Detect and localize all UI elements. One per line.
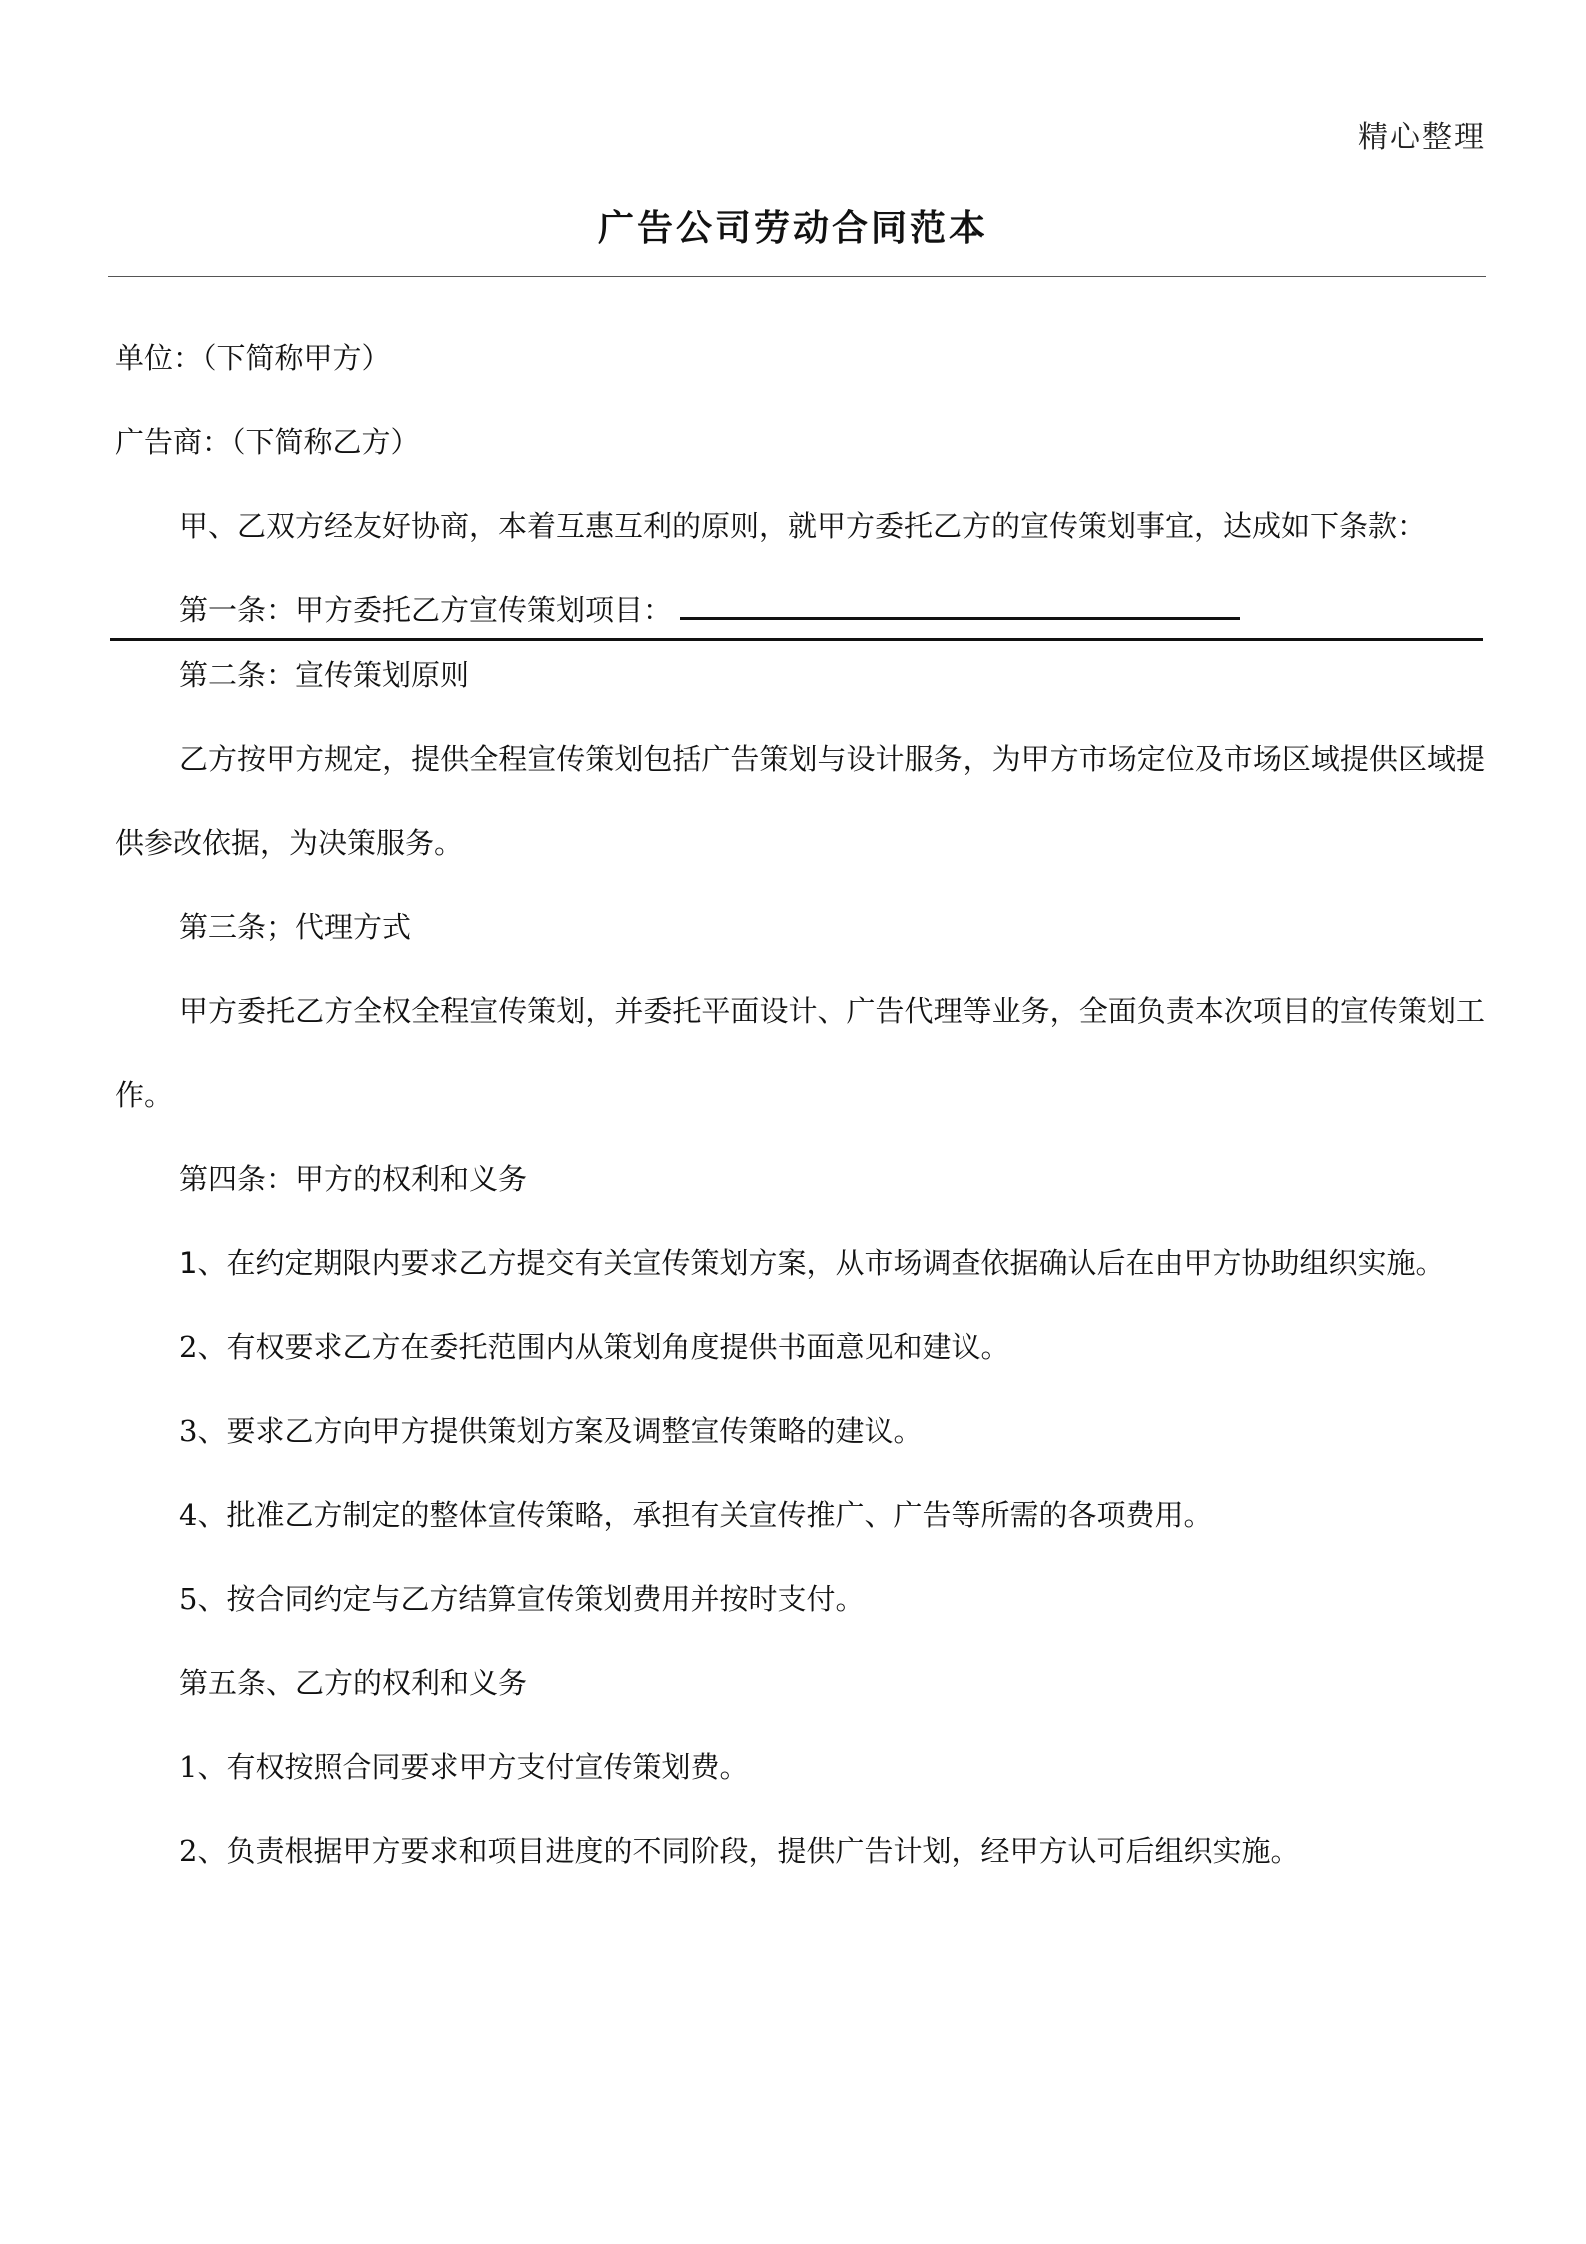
article-3-heading-text: 代理方式 <box>295 910 412 944</box>
header-note: 精心整理 <box>1358 120 1486 155</box>
intro-paragraph: 甲、乙双方经友好协商，本着互惠互利的原则，就甲方委托乙方的宣传策划事宜，达成如下条款： <box>179 509 1427 543</box>
article-5-item-2-num: 2 <box>179 1834 198 1868</box>
article-4-item-1 <box>115 1221 1485 1305</box>
article-2-heading-text: 宣传策划原则 <box>295 658 470 692</box>
article-5-item-1-text: 、有权按照合同要求甲方支付宣传策划费。 <box>197 1750 749 1784</box>
article-4-item-2 <box>115 1305 1485 1389</box>
article-4-item-2-text: 、有权要求乙方在委托范围内从策划角度提供书面意见和建议。 <box>197 1330 1010 1364</box>
document-body <box>115 316 1485 1893</box>
article-1-blank-field <box>680 597 1240 620</box>
party-a-line: 单位：（下简称甲方） <box>115 341 391 375</box>
article-4-item-1-num: 1 <box>179 1246 198 1280</box>
article-4-item-4 <box>115 1473 1485 1557</box>
article-5-item-1-num: 1 <box>179 1750 198 1784</box>
article-5-item-1 <box>115 1725 1485 1809</box>
article-4-item-5-text: 、按合同约定与乙方结算宣传策划费用并按时支付。 <box>197 1582 865 1616</box>
article-3-label: 第三条； <box>179 910 296 944</box>
article-4-item-4-text: 、批准乙方制定的整体宣传策略，承担有关宣传推广、广告等所需的各项费用。 <box>197 1498 1213 1532</box>
article-4-item-4-num: 4 <box>179 1498 198 1532</box>
article-4-item-2-num: 2 <box>179 1330 198 1364</box>
article-4-item-3-num: 3 <box>179 1414 198 1448</box>
title-divider <box>108 276 1486 277</box>
article-2-paragraph: 乙方按甲方规定，提供全程宣传策划包括广告策划与设计服务，为甲方市场定位及市场区域提供区域提供参改依据，为决策服务。 <box>115 742 1485 860</box>
article-5-item-2-text: 、负责根据甲方要求和项目进度的不同阶段，提供广告计划，经甲方认可后组织实施。 <box>197 1834 1300 1868</box>
article-1-label: 第一条： <box>179 593 296 627</box>
article-4-item-3 <box>115 1389 1485 1473</box>
article-5-item-2 <box>115 1809 1485 1893</box>
article-2-label: 第二条： <box>179 658 296 692</box>
article-4-item-5-num: 5 <box>179 1582 198 1616</box>
article-4-heading <box>115 1137 1485 1221</box>
article-4-item-1-text: 、在约定期限内要求乙方提交有关宣传策划方案，从市场调查依据确认后在由甲方协助组织实施。 <box>197 1246 1445 1280</box>
article-1-text: 甲方委托乙方宣传策划项目： <box>295 593 673 627</box>
article-4-item-3-text: 、要求乙方向甲方提供策划方案及调整宣传策略的建议。 <box>197 1414 923 1448</box>
article-4-heading-text: 甲方的权利和义务 <box>295 1162 528 1196</box>
article-4-item-5 <box>115 1557 1485 1641</box>
party-b-line: 广告商：（下简称乙方） <box>115 425 420 459</box>
article-4-label: 第四条： <box>179 1162 296 1196</box>
article-3-heading <box>115 885 1485 969</box>
article-3-paragraph: 甲方委托乙方全权全程宣传策划，并委托平面设计、广告代理等业务，全面负责本次项目的宣传策划工作。 <box>115 994 1485 1112</box>
document-title: 广告公司劳动合同范本 <box>597 208 988 249</box>
article-5-heading: 第五条、乙方的权利和义务 <box>179 1666 528 1700</box>
